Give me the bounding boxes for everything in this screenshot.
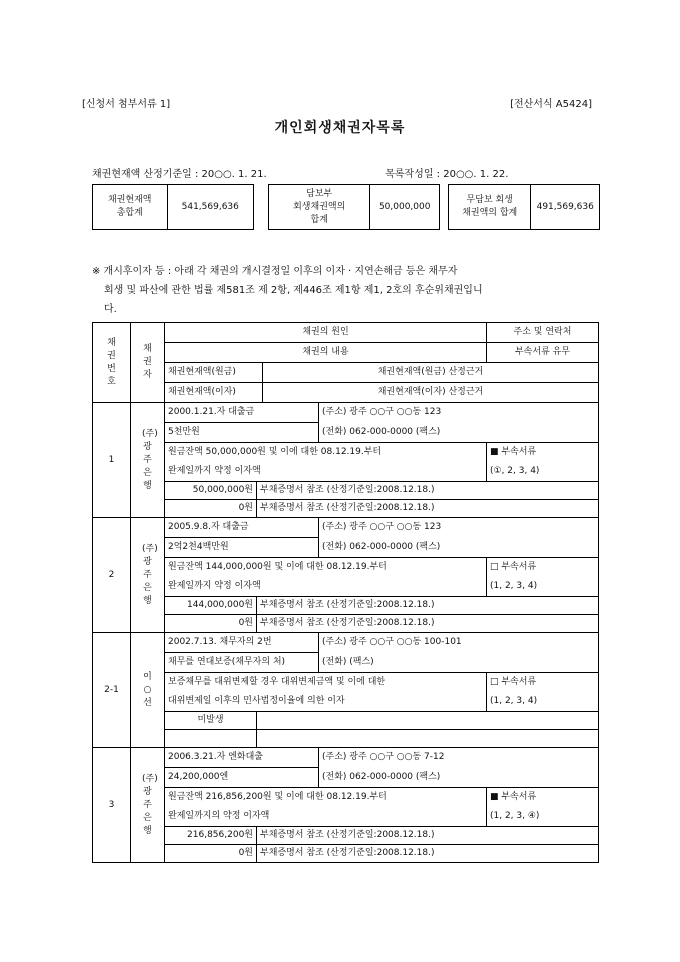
row-creditor: (주)광주은행	[131, 403, 165, 518]
row-creditor: 이○선	[131, 633, 165, 748]
row-content-1: 원금잔액 50,000,000원 및 이에 대한 08.12.19.부터	[165, 443, 487, 463]
row-attach-1: □ 부속서류	[487, 558, 599, 578]
row-no: 2	[93, 518, 131, 633]
notice-line-1: ※ 개시후이자 등 : 아래 각 채권의 개시결정일 이후의 이자 · 지연손해금 등은 채무자	[92, 266, 458, 277]
row-interest-basis	[257, 730, 263, 747]
row-interest: 0원	[165, 845, 257, 862]
header-no: 채권번호	[93, 323, 131, 403]
secured-label: 담보부 회생채권액의 합계	[269, 185, 370, 229]
notice-line-2: 회생 및 파산에 관한 법률 제581조 제 2항, 제446조 제1항 제1, 2호의 후순위채권입니	[104, 285, 483, 296]
unsecured-summary-box	[448, 184, 600, 230]
row-content-1: 원금잔액 216,856,200원 및 이에 대한 08.12.19.부터	[165, 788, 487, 808]
row-cause-1: 2006.3.21.자 엔화대출	[165, 748, 319, 768]
row-no: 3	[93, 748, 131, 863]
total-summary-box	[92, 184, 254, 230]
row-content-2: 대위변제일 이후의 민사법정이율에 의한 이자	[165, 692, 487, 712]
row-content-2: 완제일까지의 약정 이자액	[165, 807, 487, 827]
row-cause-2: 24,200,000엔	[165, 768, 319, 788]
document-title: 개인회생채권자목록	[274, 120, 406, 136]
row-attach-2: (①, 2, 3, 4)	[487, 462, 599, 482]
row-no: 1	[93, 403, 131, 518]
row-interest	[165, 730, 257, 747]
attachment-label: [신청서 첨부서류 1]	[82, 99, 171, 110]
unsecured-label: 무담보 회생 채권액의 합계	[449, 185, 531, 229]
total-label: 채권현재액 총합계	[93, 185, 168, 229]
row-attach-1: □ 부속서류	[487, 673, 599, 693]
row-attach-2: (1, 2, 3, 4)	[487, 577, 599, 597]
base-date: 채권현재액 산정기준일 : 20○○. 1. 21.	[92, 169, 267, 180]
row-principal: 미발생	[165, 712, 257, 729]
row-address: (주소) 광주 ○○구 ○○동 123	[319, 403, 599, 423]
row-attach-2: (1, 2, 3, ④)	[487, 807, 599, 827]
row-principal-basis: 부채증명서 참조 (산정기준일:2008.12.18.)	[260, 830, 435, 840]
row-principal-basis: 부채증명서 참조 (산정기준일:2008.12.18.)	[260, 600, 435, 610]
row-phone: (전화) 062-000-0000 (팩스)	[319, 768, 599, 788]
row-amounts	[165, 827, 599, 863]
row-cause-1: 2000.1.21.자 대출금	[165, 403, 319, 423]
row-interest: 0원	[165, 615, 257, 632]
header-principal-basis: 채권현재액(원금) 산정근거	[263, 363, 599, 383]
row-cause-2: 2억2천4백만원	[165, 538, 319, 558]
secured-value: 50,000,000	[378, 201, 431, 212]
header-address: 주소 및 연락처	[487, 323, 599, 343]
row-content-2: 완제일까지 약정 이자액	[165, 462, 487, 482]
row-creditor: (주)광주은행	[131, 518, 165, 633]
row-content-1: 원금잔액 144,000,000원 및 이에 대한 08.12.19.부터	[165, 558, 487, 578]
row-amounts	[165, 482, 599, 518]
row-attach-1: ■ 부속서류	[487, 788, 599, 808]
row-attach-2: (1, 2, 3, 4)	[487, 692, 599, 712]
row-interest-basis: 부채증명서 참조 (산정기준일:2008.12.18.)	[260, 848, 435, 858]
notice-line-3: 다.	[104, 304, 117, 315]
header-interest-basis: 채권현재액(이자) 산정근거	[263, 383, 599, 403]
row-no: 2-1	[93, 633, 131, 748]
row-amounts	[165, 712, 599, 748]
header-interest: 채권현재액(이자)	[165, 383, 263, 403]
row-address: (주소) 광주 ○○구 ○○동 123	[319, 518, 599, 538]
row-attach-1: ■ 부속서류	[487, 443, 599, 463]
row-address: (주소) 광주 ○○구 ○○동 100-101	[319, 633, 599, 653]
row-cause-2: 5천만원	[165, 423, 319, 443]
form-code-label: [전산서식 A5424]	[510, 99, 592, 110]
row-interest-basis: 부채증명서 참조 (산정기준일:2008.12.18.)	[260, 618, 435, 628]
row-amounts	[165, 597, 599, 633]
notice-paragraph	[92, 262, 602, 319]
row-principal-basis	[257, 712, 263, 729]
header-creditor: 채권자	[131, 323, 165, 403]
row-interest: 0원	[165, 500, 257, 517]
header-attachments: 부속서류 유무	[487, 343, 599, 363]
row-phone: (전화) 062-000-0000 (팩스)	[319, 423, 599, 443]
creditor-table	[92, 322, 599, 863]
row-content-1: 보증채무를 대위변제할 경우 대위변제금액 및 이에 대한	[165, 673, 487, 693]
row-cause-1: 2005.9.8.자 대출금	[165, 518, 319, 538]
row-principal: 216,856,200원	[165, 827, 257, 844]
row-cause-1: 2002.7.13. 채무자의 2번	[165, 633, 319, 653]
row-address: (주소) 광주 ○○구 ○○동 7-12	[319, 748, 599, 768]
list-date: 목록작성일 : 20○○. 1. 22.	[385, 169, 509, 180]
total-value: 541,569,636	[181, 201, 239, 212]
unsecured-value: 491,569,636	[536, 201, 594, 212]
row-principal-basis: 부채증명서 참조 (산정기준일:2008.12.18.)	[260, 485, 435, 495]
header-content: 채권의 내용	[165, 343, 487, 363]
row-content-2: 완제일까지 약정 이자액	[165, 577, 487, 597]
row-phone: (전화) 062-000-0000 (팩스)	[319, 538, 599, 558]
header-cause: 채권의 원인	[165, 323, 487, 343]
row-interest-basis: 부채증명서 참조 (산정기준일:2008.12.18.)	[260, 503, 435, 513]
row-cause-2: 채무를 연대보증(채무자의 처)	[165, 653, 319, 673]
row-phone: (전화) (팩스)	[319, 653, 599, 673]
row-principal: 50,000,000원	[165, 482, 257, 499]
secured-summary-box	[268, 184, 440, 230]
dates-line	[92, 165, 508, 180]
header-principal: 채권현재액(원금)	[165, 363, 263, 383]
row-creditor: (주)광주은행	[131, 748, 165, 863]
row-principal: 144,000,000원	[165, 597, 257, 614]
